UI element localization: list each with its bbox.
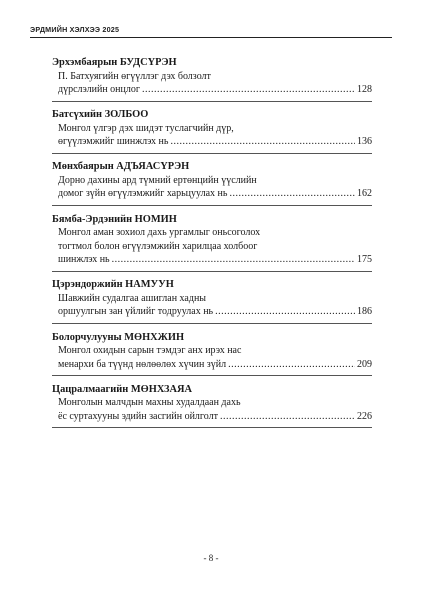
toc-entry-author [52,160,372,174]
title-text: Монголын малчдын махны худалдаан дахь [58,397,241,409]
entry-divider [52,427,372,428]
author-surname: АДЪЯАСҮРЭН [116,161,190,173]
dot-leader [215,305,355,319]
toc-page-number: 209 [357,358,372,370]
toc-page-number: 136 [357,136,372,148]
title-text: Шавжийн судалгаа ашиглан хадны [58,292,207,304]
entry-divider [52,205,372,206]
author-surname: ЗОЛБОО [104,109,149,121]
toc-entry-title-line [52,344,372,358]
toc-entry-title-line [52,226,372,240]
author-given-name: Эрхэмбаярын [52,57,120,68]
title-text: Монгол аман зохиол дахь ургамлыг оньсоголох [58,227,261,239]
toc-entry-author [52,213,372,227]
toc-entry [52,160,372,206]
toc-page-number: 226 [357,410,372,422]
author-surname: НОМИН [134,213,177,225]
author-surname: МӨНХЖИН [124,331,185,343]
dot-leader [112,253,355,267]
toc-entry-title-line [52,122,372,136]
title-text: өгүүлэмжийг шинжлэх нь [58,136,169,148]
page-number: - 8 - [203,553,219,563]
author-given-name: Болорчулууны [52,331,125,343]
toc-entry [52,213,372,272]
author-surname: МӨНХЗАЯА [130,383,193,395]
toc-entry-title-line [52,135,372,149]
entry-divider [52,101,372,102]
dot-leader [170,135,355,149]
title-text: Монгол үлгэр дэх шидэт туслагчийн дүр, [58,122,234,134]
author-given-name: Мөнхбаярын [52,161,117,173]
title-text: оршуулгын зан үйлийг тодруулах нь [58,306,214,318]
title-text: Монгол охидын сарын тэмдэг анх ирэх нас [58,345,242,357]
author-given-name: Бямба-Эрдэнийн [52,213,135,225]
dot-leader [220,410,355,424]
toc-page-number: 128 [357,84,372,96]
toc-entry-title-line [52,253,372,267]
toc-entry [52,331,372,377]
toc-entry [52,56,372,102]
entry-divider [52,153,372,154]
entry-divider [52,375,372,376]
title-text: П. Батхуягийн өгүүллэг дэх болзолт [58,70,211,82]
running-head-title: ЭРДМИЙН ХЭЛХЭЭ 2025 [30,25,120,34]
toc-entry-title-line [52,174,372,188]
toc-entry [52,383,372,429]
dot-leader [228,358,355,372]
title-text: ёс суртахууны эдийн засгийн ойлголт [58,410,218,422]
toc-entry-title-line [52,305,372,319]
toc-entry-author [52,278,372,292]
title-text: тогтмол болон өгүүлэмжийн харилцаа холбоог [58,240,258,252]
toc-entry-author [52,383,372,397]
toc-entry-title-line [52,292,372,306]
author-given-name: Цацралмаагийн [52,383,131,395]
toc-entry [52,108,372,154]
dot-leader [229,187,355,201]
toc-entry-title-line [52,70,372,84]
toc-entry-title-line [52,240,372,254]
entry-divider [52,271,372,272]
toc-entry-title-line [52,396,372,410]
toc-entry-title-line [52,410,372,424]
toc-page-number: 162 [357,188,372,200]
table-of-contents [52,56,372,435]
toc-entry-title-line [52,83,372,97]
toc-page-number: 186 [357,306,372,318]
toc-entry-title-line [52,358,372,372]
header-rule [30,37,392,38]
toc-entry-author [52,331,372,345]
title-text: дүрслэлийн онцлог [58,84,140,96]
toc-entry-title-line [52,187,372,201]
author-given-name: Батсүхийн [52,109,105,121]
toc-page-number: 175 [357,254,372,266]
author-given-name: Цэрэндоржийн [52,279,126,291]
toc-entry-author [52,108,372,122]
title-text: домог зүйн өгүүлэмжийг харьцуулах нь [58,188,228,200]
author-surname: БУДСҮРЭН [119,57,177,68]
author-surname: НАМУУН [125,279,174,291]
entry-divider [52,323,372,324]
title-text: менархи ба түүнд нөлөөлөх хүчин зүйл [58,358,227,370]
dot-leader [142,83,355,97]
title-text: шинжлэх нь [58,254,110,266]
toc-entry-author [52,56,372,70]
toc-entry [52,278,372,324]
title-text: Дорно дахины ард түмний ертөнцийн үүслийн [58,174,257,186]
